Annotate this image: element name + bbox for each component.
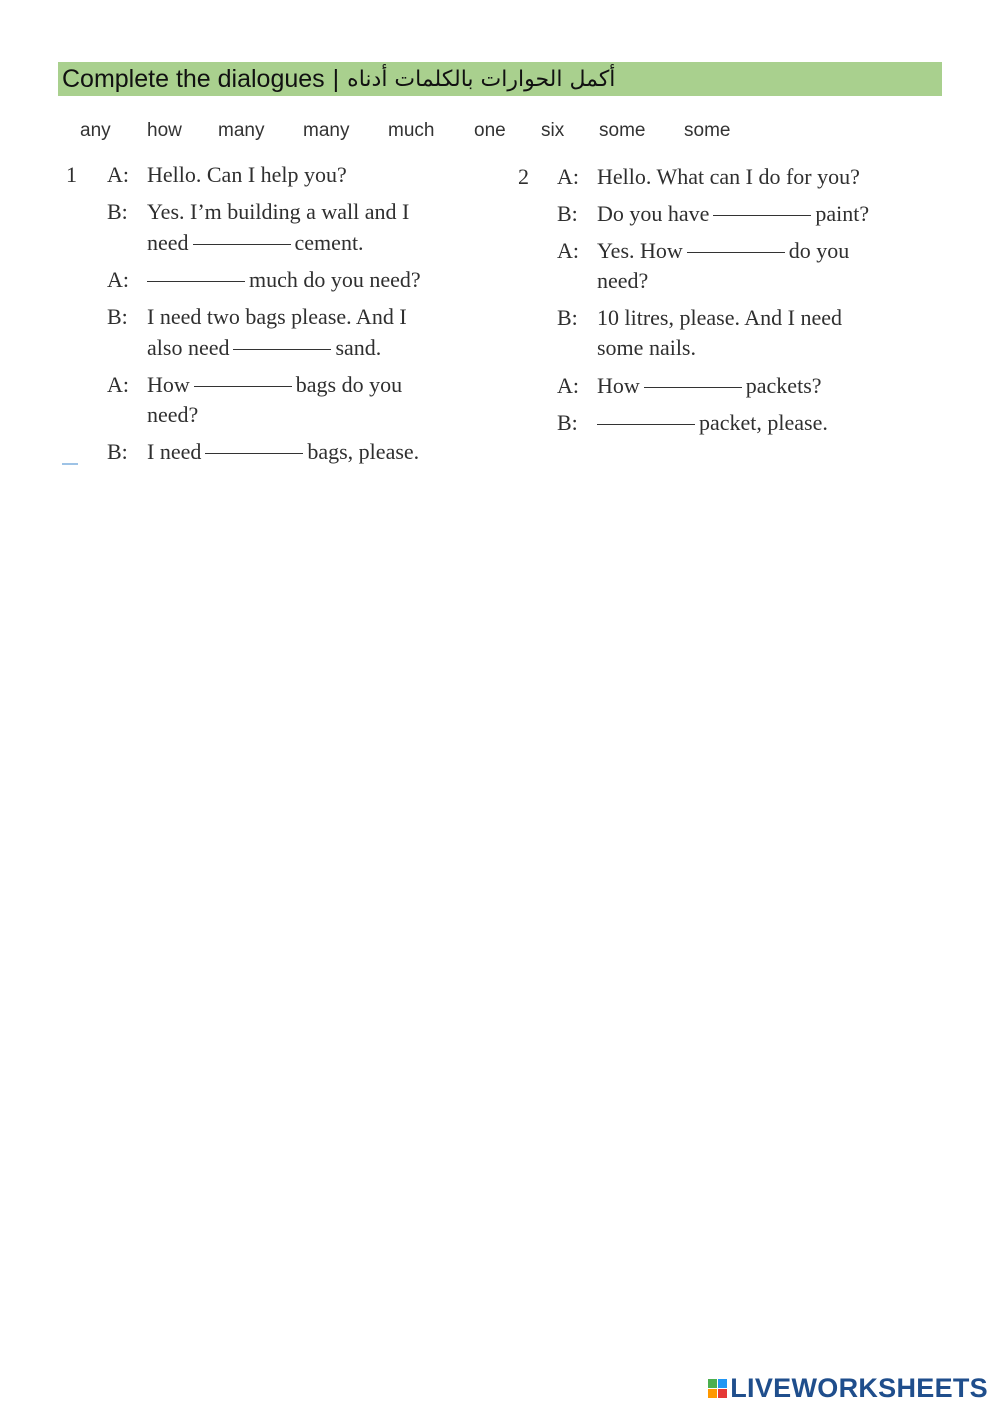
speaker-label: B: [557, 201, 578, 226]
word-bank-item: many [218, 120, 265, 141]
speaker-label: A: [107, 372, 129, 397]
dialogue-2 [0, 0, 1000, 480]
line-text: packets? [745, 373, 822, 398]
dialogue-line [597, 371, 822, 401]
speaker-label: B: [107, 199, 128, 224]
word-bank-item: much [388, 120, 435, 141]
answer-blank[interactable] [644, 386, 742, 388]
line-text: bags, please. [307, 439, 420, 464]
line-text: sand. [335, 335, 382, 360]
word-bank-item: some [599, 120, 646, 141]
dialogue-line: some nails. [597, 335, 696, 360]
dialogue-line: Hello. Can I help you? [147, 162, 347, 187]
answer-blank[interactable] [687, 251, 785, 253]
line-text: cement. [294, 230, 364, 255]
logo-cell [718, 1389, 727, 1398]
dialogue-number: 2 [518, 164, 529, 189]
dialogue-line: Hello. What can I do for you? [597, 164, 860, 189]
word-bank-item: some [684, 120, 731, 141]
speaker-label: B: [107, 304, 128, 329]
dialogue-line: need? [147, 402, 199, 427]
logo-grid-icon [708, 1379, 727, 1398]
line-text: Yes. How [597, 238, 683, 263]
line-text: much do you need? [249, 267, 421, 292]
line-text: bags do you [295, 372, 403, 397]
dialogue-number: 1 [66, 162, 77, 187]
answer-blank[interactable] [713, 214, 811, 216]
line-text: How [147, 372, 190, 397]
speaker-label: A: [107, 162, 129, 187]
line-text: paint? [815, 201, 870, 226]
speaker-label: A: [107, 267, 129, 292]
speaker-label: B: [557, 305, 578, 330]
speaker-label: A: [557, 238, 579, 263]
dialogue-line: Yes. I’m building a wall and I [147, 199, 410, 224]
speaker-label: B: [557, 410, 578, 435]
speaker-label: B: [107, 439, 128, 464]
dialogue-line [597, 236, 849, 266]
title-arabic: أكمل الحوارات بالكلمات أدناه [347, 66, 616, 92]
line-text: packet, please. [699, 410, 828, 435]
title-english: Complete the dialogues [62, 64, 325, 93]
speaker-label: A: [557, 164, 579, 189]
word-bank-item: how [147, 120, 182, 141]
line-text: How [597, 373, 640, 398]
word-bank-item: many [303, 120, 350, 141]
title-separator: | [332, 64, 340, 93]
dialogue-line [597, 408, 828, 438]
speaker-label: A: [557, 373, 579, 398]
word-bank-item: one [474, 120, 506, 141]
line-text: also need [147, 335, 230, 360]
logo-cell [718, 1379, 727, 1388]
logo-cell [708, 1389, 717, 1398]
line-text: Do you have [597, 201, 710, 226]
brand-name: LIVEWORKSHEETS [730, 1373, 988, 1403]
line-text: I need [147, 439, 202, 464]
dialogue-line: 10 litres, please. And I need [597, 305, 842, 330]
line-text: do you [788, 238, 850, 263]
dialogue-line [597, 199, 869, 229]
dialogue-line: need? [597, 268, 649, 293]
logo-cell [708, 1379, 717, 1388]
line-text: need [147, 230, 189, 255]
word-bank-item: any [80, 120, 111, 141]
word-bank-item: six [541, 120, 565, 141]
answer-blank[interactable] [597, 423, 695, 425]
decorative-mark [62, 463, 78, 465]
liveworksheets-logo [708, 1373, 988, 1404]
dialogue-line: I need two bags please. And I [147, 304, 407, 329]
